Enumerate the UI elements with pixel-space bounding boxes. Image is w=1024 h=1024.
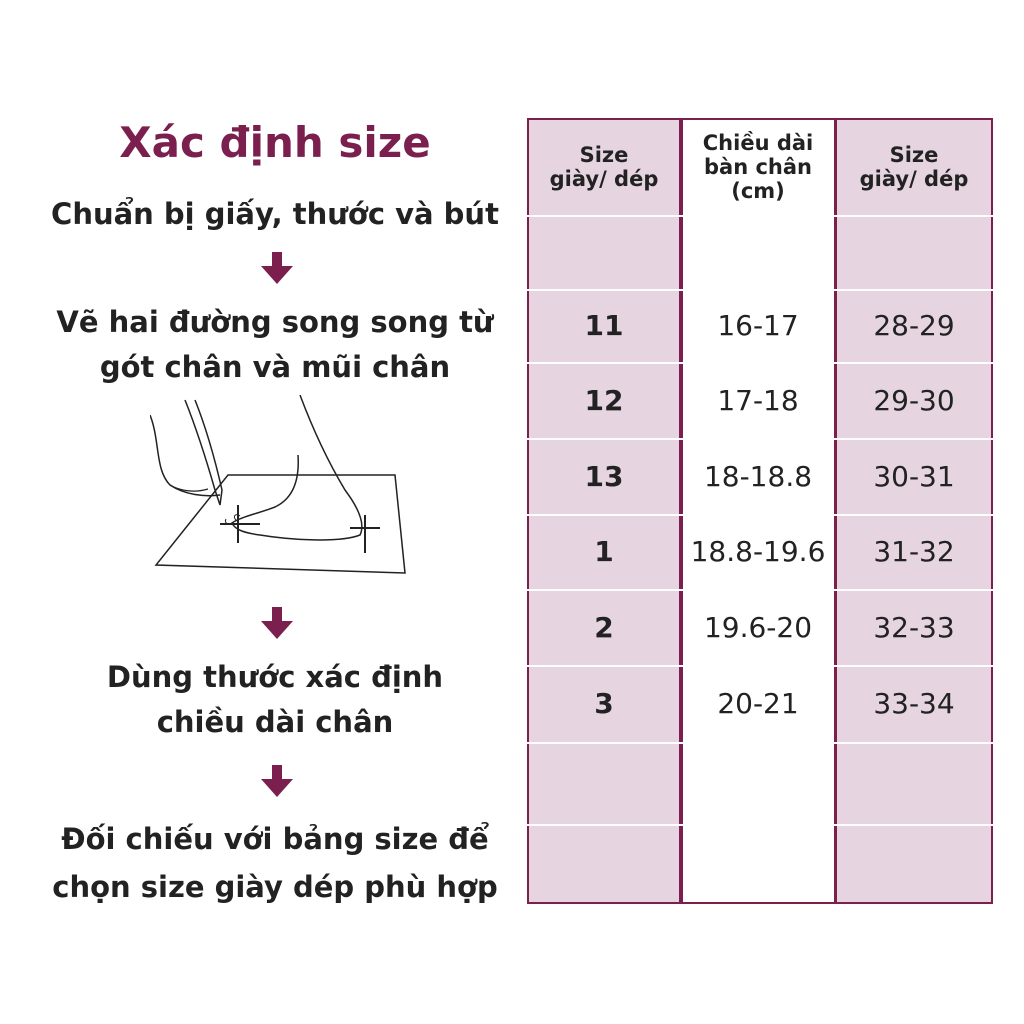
row-divider xyxy=(527,215,993,217)
arrow-down-icon xyxy=(259,763,295,799)
guide-title: Xác định size xyxy=(119,118,431,167)
arrow-down-icon xyxy=(259,605,295,641)
table-cell-length: 16-17 xyxy=(717,309,799,342)
step-measure-line2: chiều dài chân xyxy=(156,705,394,739)
table-cell-size-eu: 30-31 xyxy=(873,459,955,493)
table-cell-size-eu: 32-33 xyxy=(873,610,955,644)
table-cell-size-eu: 33-34 xyxy=(873,687,955,720)
table-cell-size-us: 3 xyxy=(594,687,614,720)
table-cell-size-us: 13 xyxy=(584,459,624,493)
table-cell-length: 19.6-20 xyxy=(703,610,813,644)
table-cell-length: 18-18.8 xyxy=(703,459,813,493)
table-cell-length: 18.8-19.6 xyxy=(690,535,826,568)
table-cell-size-us: 12 xyxy=(584,383,624,417)
table-cell-size-us: 11 xyxy=(584,309,624,342)
table-cell-size-eu: 29-30 xyxy=(873,383,955,417)
table-cell-size-eu: 31-32 xyxy=(873,535,955,568)
step-compare-line2: chọn size giày dép phù hợp xyxy=(52,870,498,904)
step-compare-line1: Đối chiếu với bảng size để xyxy=(61,822,489,856)
step-measure-line1: Dùng thước xác định xyxy=(106,660,444,694)
size-table xyxy=(527,118,993,904)
foot-measure-illustration xyxy=(150,395,450,580)
step-prepare: Chuẩn bị giấy, thước và bút xyxy=(51,197,499,231)
arrow-down-icon xyxy=(259,250,295,286)
table-cell-size-eu: 28-29 xyxy=(873,309,955,342)
table-cell-size-us: 1 xyxy=(594,535,614,568)
row-divider xyxy=(527,742,993,744)
header-size-us: Size giày/ dép xyxy=(549,142,659,191)
table-cell-length: 20-21 xyxy=(717,687,799,720)
step-draw-line2: gót chân và mũi chân xyxy=(99,350,451,384)
header-size-eu: Size giày/ dép xyxy=(859,142,969,191)
header-foot-length: Chiều dài bàn chân (cm) xyxy=(702,130,814,203)
row-divider xyxy=(527,824,993,826)
table-cell-length: 17-18 xyxy=(717,383,799,417)
table-cell-size-us: 2 xyxy=(594,610,614,644)
step-draw-line1: Vẽ hai đường song song từ xyxy=(56,305,494,339)
